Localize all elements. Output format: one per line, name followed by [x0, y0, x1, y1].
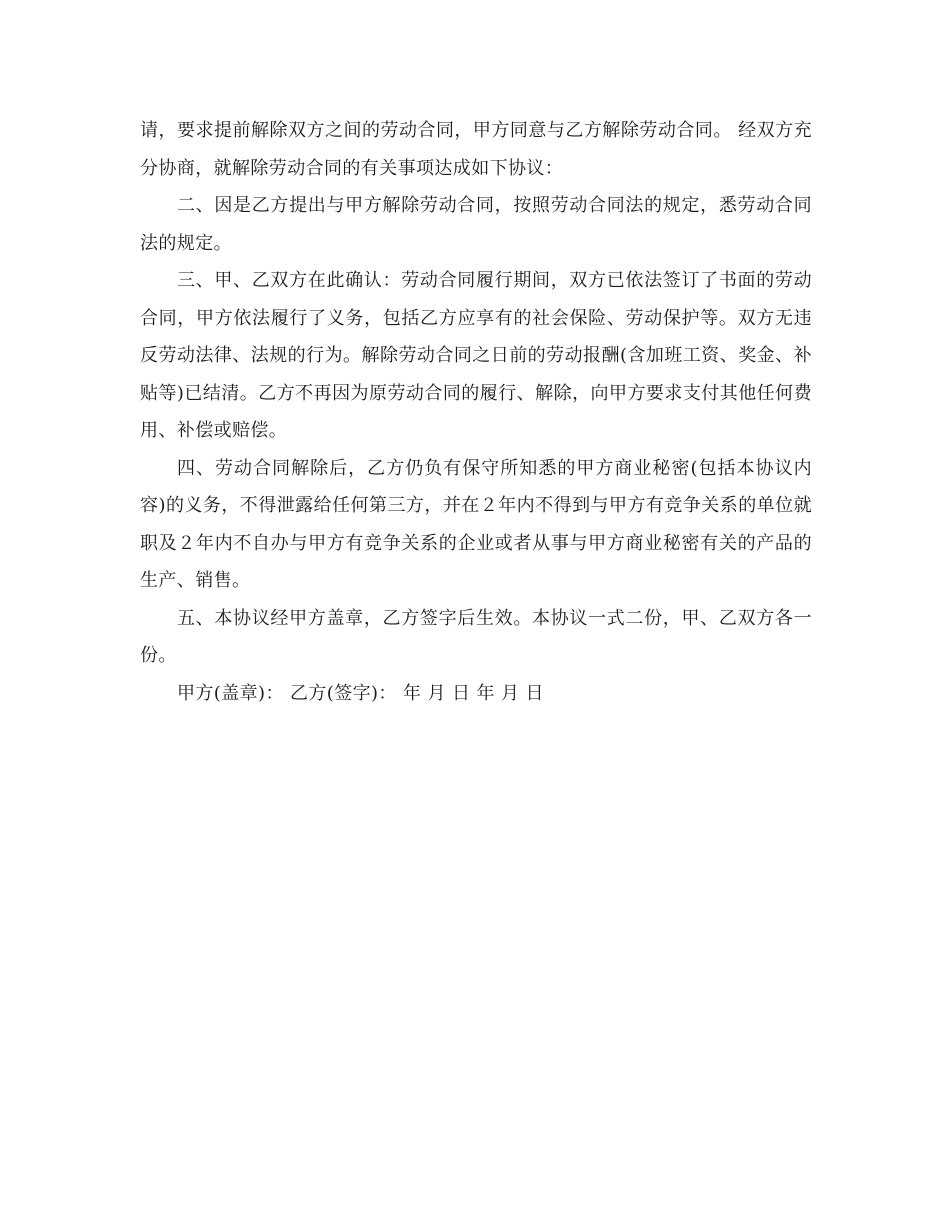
paragraph-intro: 请，要求提前解除双方之间的劳动合同，甲方同意与乙方解除劳动合同。 经双方充分协商，就解除劳动合同的有关事项达成如下协议：: [140, 120, 812, 179]
paragraph-clause-2: 二、因是乙方提出与甲方解除劳动合同，按照劳动合同法的规定，悉劳动合同法的规定。: [140, 195, 812, 254]
document-page: [140, 112, 812, 712]
signature-line: 甲方(盖章)： 乙方(签字)： 年 月 日 年 月 日: [177, 682, 544, 704]
paragraph-clause-4: 四、劳动合同解除后，乙方仍负有保守所知悉的甲方商业秘密(包括本协议内容)的义务，不得泄露给任何第三方，并在２年内不得到与甲方有竞争关系的单位就职及２年内不自办与甲方有竞争关系的企业或者从事与甲方商业秘密有关的产品的生产、销售。: [140, 457, 812, 591]
paragraph-clause-5: 五、本协议经甲方盖章，乙方签字后生效。本协议一式二份，甲、乙双方各一份。: [140, 607, 812, 666]
paragraph-clause-3: 三、甲、乙双方在此确认：劳动合同履行期间，双方已依法签订了书面的劳动合同，甲方依法履行了义务，包括乙方应享有的社会保险、劳动保护等。双方无违反劳动法律、法规的行为。解除劳动合同之日前的劳动报酬(含加班工资、奖金、补贴等)已结清。乙方不再因为原劳动合同的履行、解除，向甲方要求支付其他任何费用、补偿或赔偿。: [140, 270, 812, 441]
